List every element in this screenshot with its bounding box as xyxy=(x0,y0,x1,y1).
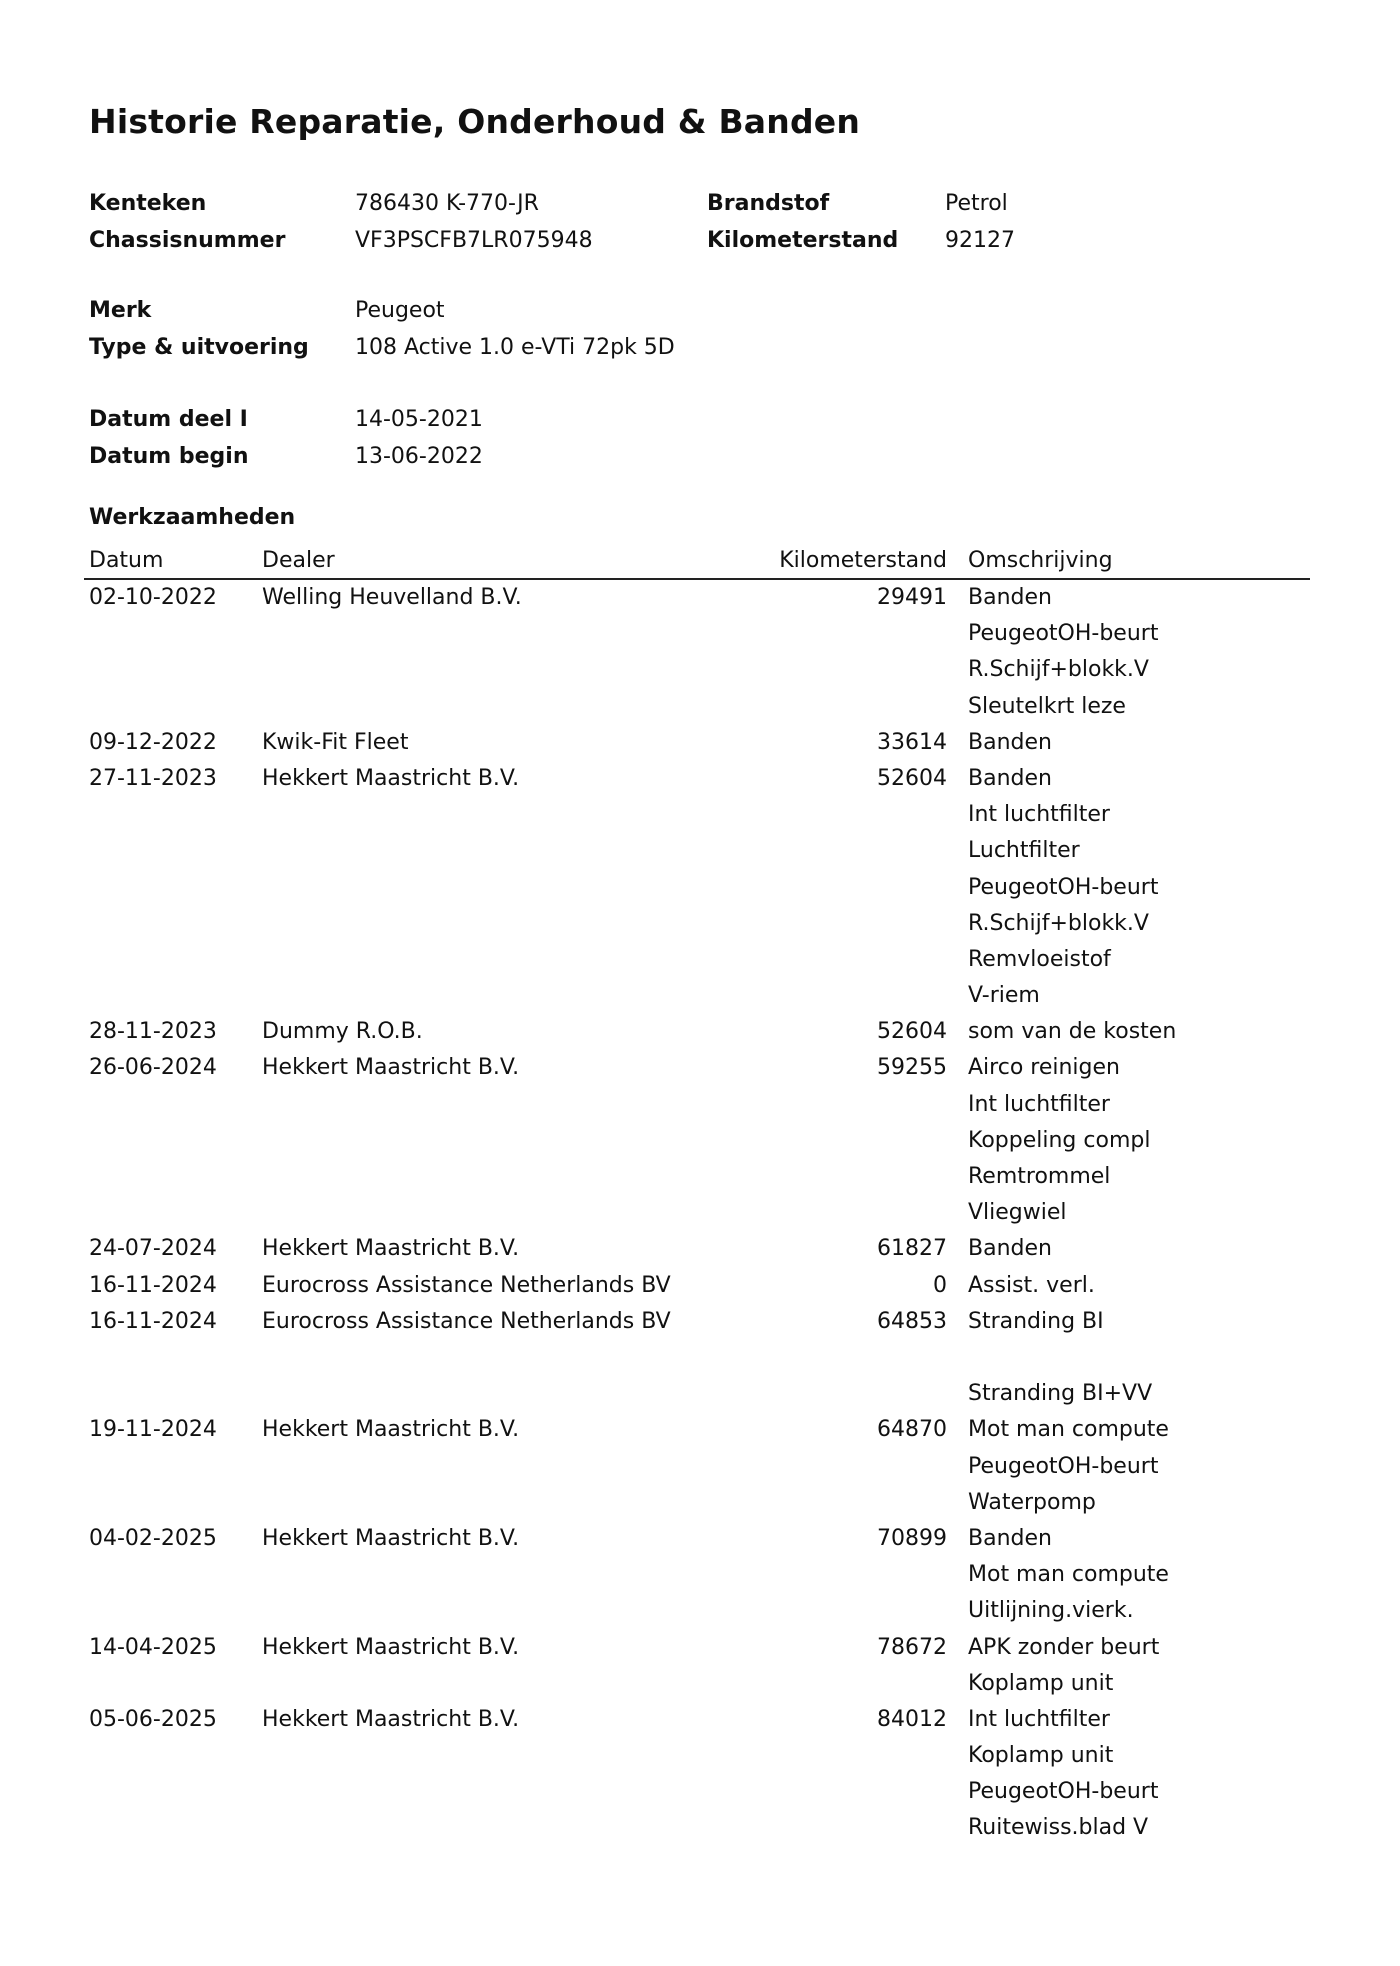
info-label: Brandstof xyxy=(707,191,830,216)
omschrijving-item: R.Schijf+blokk.V xyxy=(968,910,1149,936)
vehicle-dates-block xyxy=(89,402,483,475)
info-value: Peugeot xyxy=(355,298,445,323)
info-row-datum-deel xyxy=(89,402,483,439)
cell-kilometerstand: 0 xyxy=(933,1272,947,1298)
table-row xyxy=(84,580,1310,725)
omschrijving-item: Int luchtfilter xyxy=(968,1706,1110,1732)
omschrijving-item: PeugeotOH-beurt xyxy=(968,1453,1159,1479)
cell-kilometerstand: 64853 xyxy=(877,1308,947,1334)
cell-dealer: Hekkert Maastricht B.V. xyxy=(262,765,520,791)
info-row-merk xyxy=(89,293,675,330)
omschrijving-item xyxy=(968,1340,1310,1376)
header-datum: Datum xyxy=(89,548,164,573)
cell-datum: 05-06-2025 xyxy=(89,1706,217,1732)
table-row xyxy=(84,1050,1310,1231)
table-row xyxy=(84,1630,1310,1702)
cell-omschrijving xyxy=(952,1412,1310,1521)
table-row xyxy=(84,761,1310,1014)
cell-datum: 14-04-2025 xyxy=(89,1634,217,1660)
cell-kilometerstand: 70899 xyxy=(877,1525,947,1551)
cell-omschrijving xyxy=(952,1630,1310,1702)
cell-dealer: Hekkert Maastricht B.V. xyxy=(262,1236,520,1262)
vehicle-make-block xyxy=(89,293,675,366)
cell-omschrijving xyxy=(952,761,1310,1014)
omschrijving-item: Stranding BI+VV xyxy=(968,1381,1153,1407)
cell-datum: 27-11-2023 xyxy=(89,765,217,791)
cell-kilometerstand: 59255 xyxy=(877,1055,947,1081)
info-label: Kilometerstand xyxy=(707,227,899,253)
werkzaamheden-title: Werkzaamheden xyxy=(89,505,296,530)
cell-kilometerstand: 33614 xyxy=(877,729,947,755)
omschrijving-item: Vliegwiel xyxy=(968,1200,1067,1226)
omschrijving-item: Mot man compute xyxy=(968,1417,1169,1443)
omschrijving-item: APK zonder beurt xyxy=(968,1634,1160,1660)
cell-datum: 28-11-2023 xyxy=(89,1019,217,1045)
info-value: VF3PSCFB7LR075948 xyxy=(355,227,593,253)
cell-datum: 26-06-2024 xyxy=(89,1055,217,1081)
info-row-chassisnummer xyxy=(89,223,593,260)
cell-dealer: Hekkert Maastricht B.V. xyxy=(262,1706,520,1732)
cell-dealer: Eurocross Assistance Netherlands BV xyxy=(262,1272,671,1298)
omschrijving-item: Banden xyxy=(968,585,1052,610)
omschrijving-item: PeugeotOH-beurt xyxy=(968,874,1159,900)
omschrijving-item: Remvloeistof xyxy=(968,946,1111,972)
omschrijving-item: Ruitewiss.blad V xyxy=(968,1815,1149,1841)
vehicle-id-block xyxy=(89,186,593,259)
omschrijving-item: Koppeling compl xyxy=(968,1127,1151,1153)
vehicle-fuel-block xyxy=(707,186,1015,259)
cell-kilometerstand: 52604 xyxy=(877,765,947,791)
cell-kilometerstand: 61827 xyxy=(877,1236,947,1262)
cell-omschrijving xyxy=(952,1268,1310,1304)
cell-datum: 16-11-2024 xyxy=(89,1308,217,1334)
info-value: 786430 K-770-JR xyxy=(355,191,539,216)
cell-omschrijving xyxy=(952,1521,1310,1630)
omschrijving-item: Stranding BI xyxy=(968,1308,1104,1334)
omschrijving-item: Banden xyxy=(968,729,1052,755)
omschrijving-item: R.Schijf+blokk.V xyxy=(968,657,1149,683)
omschrijving-item: Waterpomp xyxy=(968,1489,1096,1515)
cell-dealer: Hekkert Maastricht B.V. xyxy=(262,1634,520,1660)
omschrijving-item: Int luchtfilter xyxy=(968,1091,1110,1117)
info-label: Type & uitvoering xyxy=(89,334,309,360)
omschrijving-item: Sleutelkrt leze xyxy=(968,693,1126,719)
cell-datum: 19-11-2024 xyxy=(89,1417,217,1443)
info-label: Datum deel I xyxy=(89,407,248,432)
info-value: 14-05-2021 xyxy=(355,407,483,432)
cell-kilometerstand: 84012 xyxy=(877,1706,947,1732)
cell-datum: 24-07-2024 xyxy=(89,1236,217,1262)
table-header xyxy=(84,543,1310,580)
omschrijving-item: Mot man compute xyxy=(968,1562,1169,1588)
info-label: Chassisnummer xyxy=(89,227,286,253)
omschrijving-item: V-riem xyxy=(968,983,1040,1009)
cell-omschrijving xyxy=(952,1050,1310,1231)
omschrijving-item: Banden xyxy=(968,1236,1052,1262)
table-row xyxy=(84,1268,1310,1304)
cell-kilometerstand: 52604 xyxy=(877,1019,947,1045)
header-kilometerstand: Kilometerstand xyxy=(779,548,947,573)
header-dealer: Dealer xyxy=(262,548,335,573)
omschrijving-item: Banden xyxy=(968,765,1052,791)
cell-omschrijving xyxy=(952,1231,1310,1267)
omschrijving-item: Luchtfilter xyxy=(968,838,1080,864)
info-row-kenteken xyxy=(89,186,593,223)
omschrijving-item: Koplamp unit xyxy=(968,1670,1114,1696)
info-row-type xyxy=(89,330,675,367)
info-value: 108 Active 1.0 e-VTi 72pk 5D xyxy=(355,334,675,360)
table-row xyxy=(84,1412,1310,1521)
werkzaamheden-table xyxy=(84,543,1310,1847)
info-value: Petrol xyxy=(945,191,1008,216)
info-label: Datum begin xyxy=(89,443,249,469)
omschrijving-item: Airco reinigen xyxy=(968,1055,1120,1081)
info-value: 92127 xyxy=(945,227,1015,253)
cell-omschrijving xyxy=(952,725,1310,761)
table-body xyxy=(84,580,1310,1847)
info-row-datum-begin xyxy=(89,439,483,476)
info-row-kilometerstand xyxy=(707,223,1015,260)
cell-dealer: Welling Heuvelland B.V. xyxy=(262,585,522,610)
table-row xyxy=(84,1521,1310,1630)
cell-datum: 02-10-2022 xyxy=(89,585,217,610)
omschrijving-item: PeugeotOH-beurt xyxy=(968,621,1159,647)
cell-omschrijving xyxy=(952,1702,1310,1847)
cell-datum: 09-12-2022 xyxy=(89,729,217,755)
cell-dealer: Hekkert Maastricht B.V. xyxy=(262,1417,520,1443)
cell-datum: 04-02-2025 xyxy=(89,1525,217,1551)
table-row xyxy=(84,1231,1310,1267)
cell-dealer: Dummy R.O.B. xyxy=(262,1019,423,1045)
info-label: Merk xyxy=(89,298,152,323)
omschrijving-item: Koplamp unit xyxy=(968,1743,1114,1769)
cell-kilometerstand: 29491 xyxy=(877,585,947,610)
cell-omschrijving xyxy=(952,580,1310,725)
info-value: 13-06-2022 xyxy=(355,443,483,469)
table-row xyxy=(84,1014,1310,1050)
cell-omschrijving xyxy=(952,1014,1310,1050)
page-title: Historie Reparatie, Onderhoud & Banden xyxy=(89,102,861,141)
cell-dealer: Kwik-Fit Fleet xyxy=(262,729,409,755)
omschrijving-item: som van de kosten xyxy=(968,1019,1177,1045)
omschrijving-item: Remtrommel xyxy=(968,1164,1111,1190)
cell-kilometerstand: 64870 xyxy=(877,1417,947,1443)
cell-kilometerstand: 78672 xyxy=(877,1634,947,1660)
omschrijving-item: Banden xyxy=(968,1525,1052,1551)
omschrijving-item: Int luchtfilter xyxy=(968,802,1110,828)
table-row xyxy=(84,1304,1310,1413)
cell-dealer: Hekkert Maastricht B.V. xyxy=(262,1055,520,1081)
cell-datum: 16-11-2024 xyxy=(89,1272,217,1298)
omschrijving-item: Uitlijning.vierk. xyxy=(968,1598,1134,1624)
omschrijving-item: Assist. verl. xyxy=(968,1272,1095,1298)
cell-dealer: Hekkert Maastricht B.V. xyxy=(262,1525,520,1551)
header-omschrijving: Omschrijving xyxy=(968,548,1113,573)
cell-dealer: Eurocross Assistance Netherlands BV xyxy=(262,1308,671,1334)
cell-omschrijving xyxy=(952,1304,1310,1413)
info-row-brandstof xyxy=(707,186,1015,223)
table-row xyxy=(84,725,1310,761)
info-label: Kenteken xyxy=(89,191,207,216)
omschrijving-item: PeugeotOH-beurt xyxy=(968,1779,1159,1805)
table-row xyxy=(84,1702,1310,1847)
